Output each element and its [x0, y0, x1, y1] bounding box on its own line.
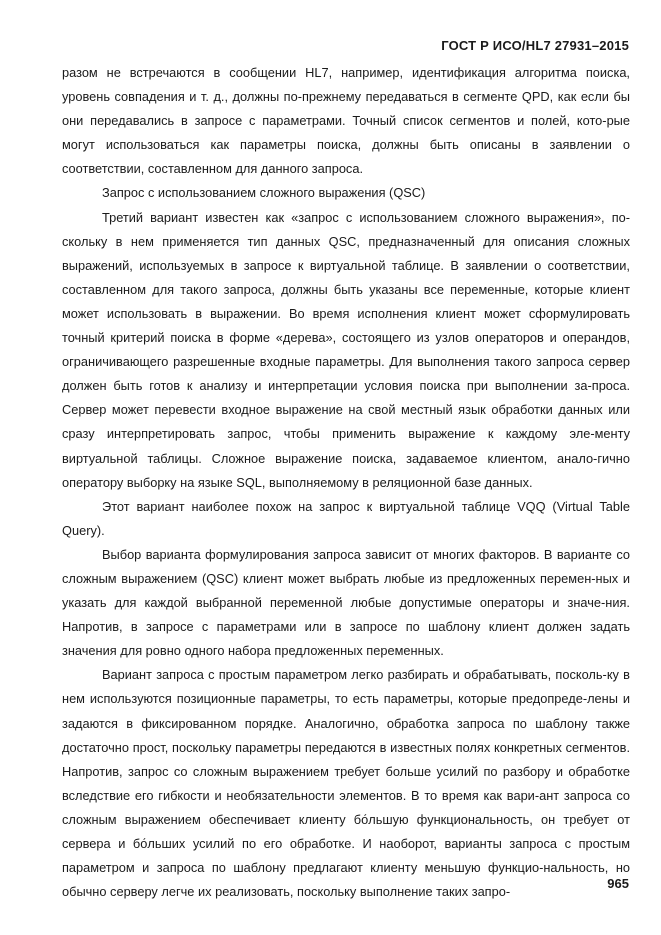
document-header-code: ГОСТ Р ИСО/HL7 27931–2015: [441, 38, 629, 53]
paragraph-choice-of-variant: Выбор варианта формулирования запроса зависит от многих факторов. В варианте со сложным выражением (QSC) клиент может выбрать любые из предложенных перемен-ных и указать для каждой выбранной переменной любые допустимые операторы и значе-ния. Напротив, в запросе с параметрами или в запросе по шаблону клиент должен задать значения для ровно одного набора предложенных переменных.: [62, 546, 630, 659]
paragraph-vqq: Этот вариант наиболее похож на запрос к виртуальной таблице VQQ (Virtual Table Query).: [62, 498, 630, 538]
paragraph-third-variant: Третий вариант известен как «запрос с использованием сложного выражения», по-скольку в нем применяется тип данных QSC, предназначенный для описания сложных выражений, используемых в запросе к виртуальной таблице. В заявлении о соответствии, составленном для такого запроса, должны быть указаны все переменные, которые клиент может использовать в выражении. Во время исполнения клиент может сформулировать точный критерий поиска в форме «дерева», состоящего из узлов операторов и операндов, ограничивающего разрешенные входные параметры. Для выполнения такого запроса сервер должен быть готов к анализу и интерпретации условия поиска при выполнении за-проса. Сервер может перевести входное выражение на свой местный язык обработки данных или сразу интерпретировать запрос, чтобы применить выражение к каждому эле-менту виртуальной таблицы. Сложное выражение поиска, задаваемое клиентом, анало-гично оператору выборку на языке SQL, выполняемому в реляционной базе данных.: [62, 209, 630, 490]
paragraph-simple-parameter: Вариант запроса с простым параметром легко разбирать и обрабатывать, посколь-ку в нем используются позиционные параметры, то есть параметры, которые предопреде-лены и задаются в фиксированном порядке. Аналогично, обработка запроса по шаблону также достаточно прост, поскольку параметры передаются в известных полях конкретных сегментов. Напротив, запрос со сложным выражением требует больше усилий по разбору и обработке вследствие его гибкости и необязательности элементов. В то время как вари-ант запроса со сложным выражением обеспечивает клиенту бо́льшую функциональность, он требует от сервера и бо́льших усилий по его обработке. И наоборот, варианты запроса с простым параметром и запроса по шаблону предлагают клиенту меньшую функцио-нальность, но обычно серверу легче их реализовать, поскольку выполнение таких запро-: [62, 667, 630, 900]
page-number: 965: [607, 876, 629, 891]
paragraph-continuation: разом не встречаются в сообщении HL7, например, идентификация алгоритма поиска, уровень совпадения и т. д., должны по-прежнему передаваться в сегменте QPD, как если бы они передавались в запросе с параметрами. Точный список сегментов и полей, кото-рые могут использоваться как параметры поиска, должны быть описаны в заявлении о соответствии, составленном для данного запроса.: [62, 65, 630, 177]
paragraph-qsc-heading: Запрос с использованием сложного выражения (QSC): [102, 185, 426, 201]
document-body: [62, 61, 630, 904]
